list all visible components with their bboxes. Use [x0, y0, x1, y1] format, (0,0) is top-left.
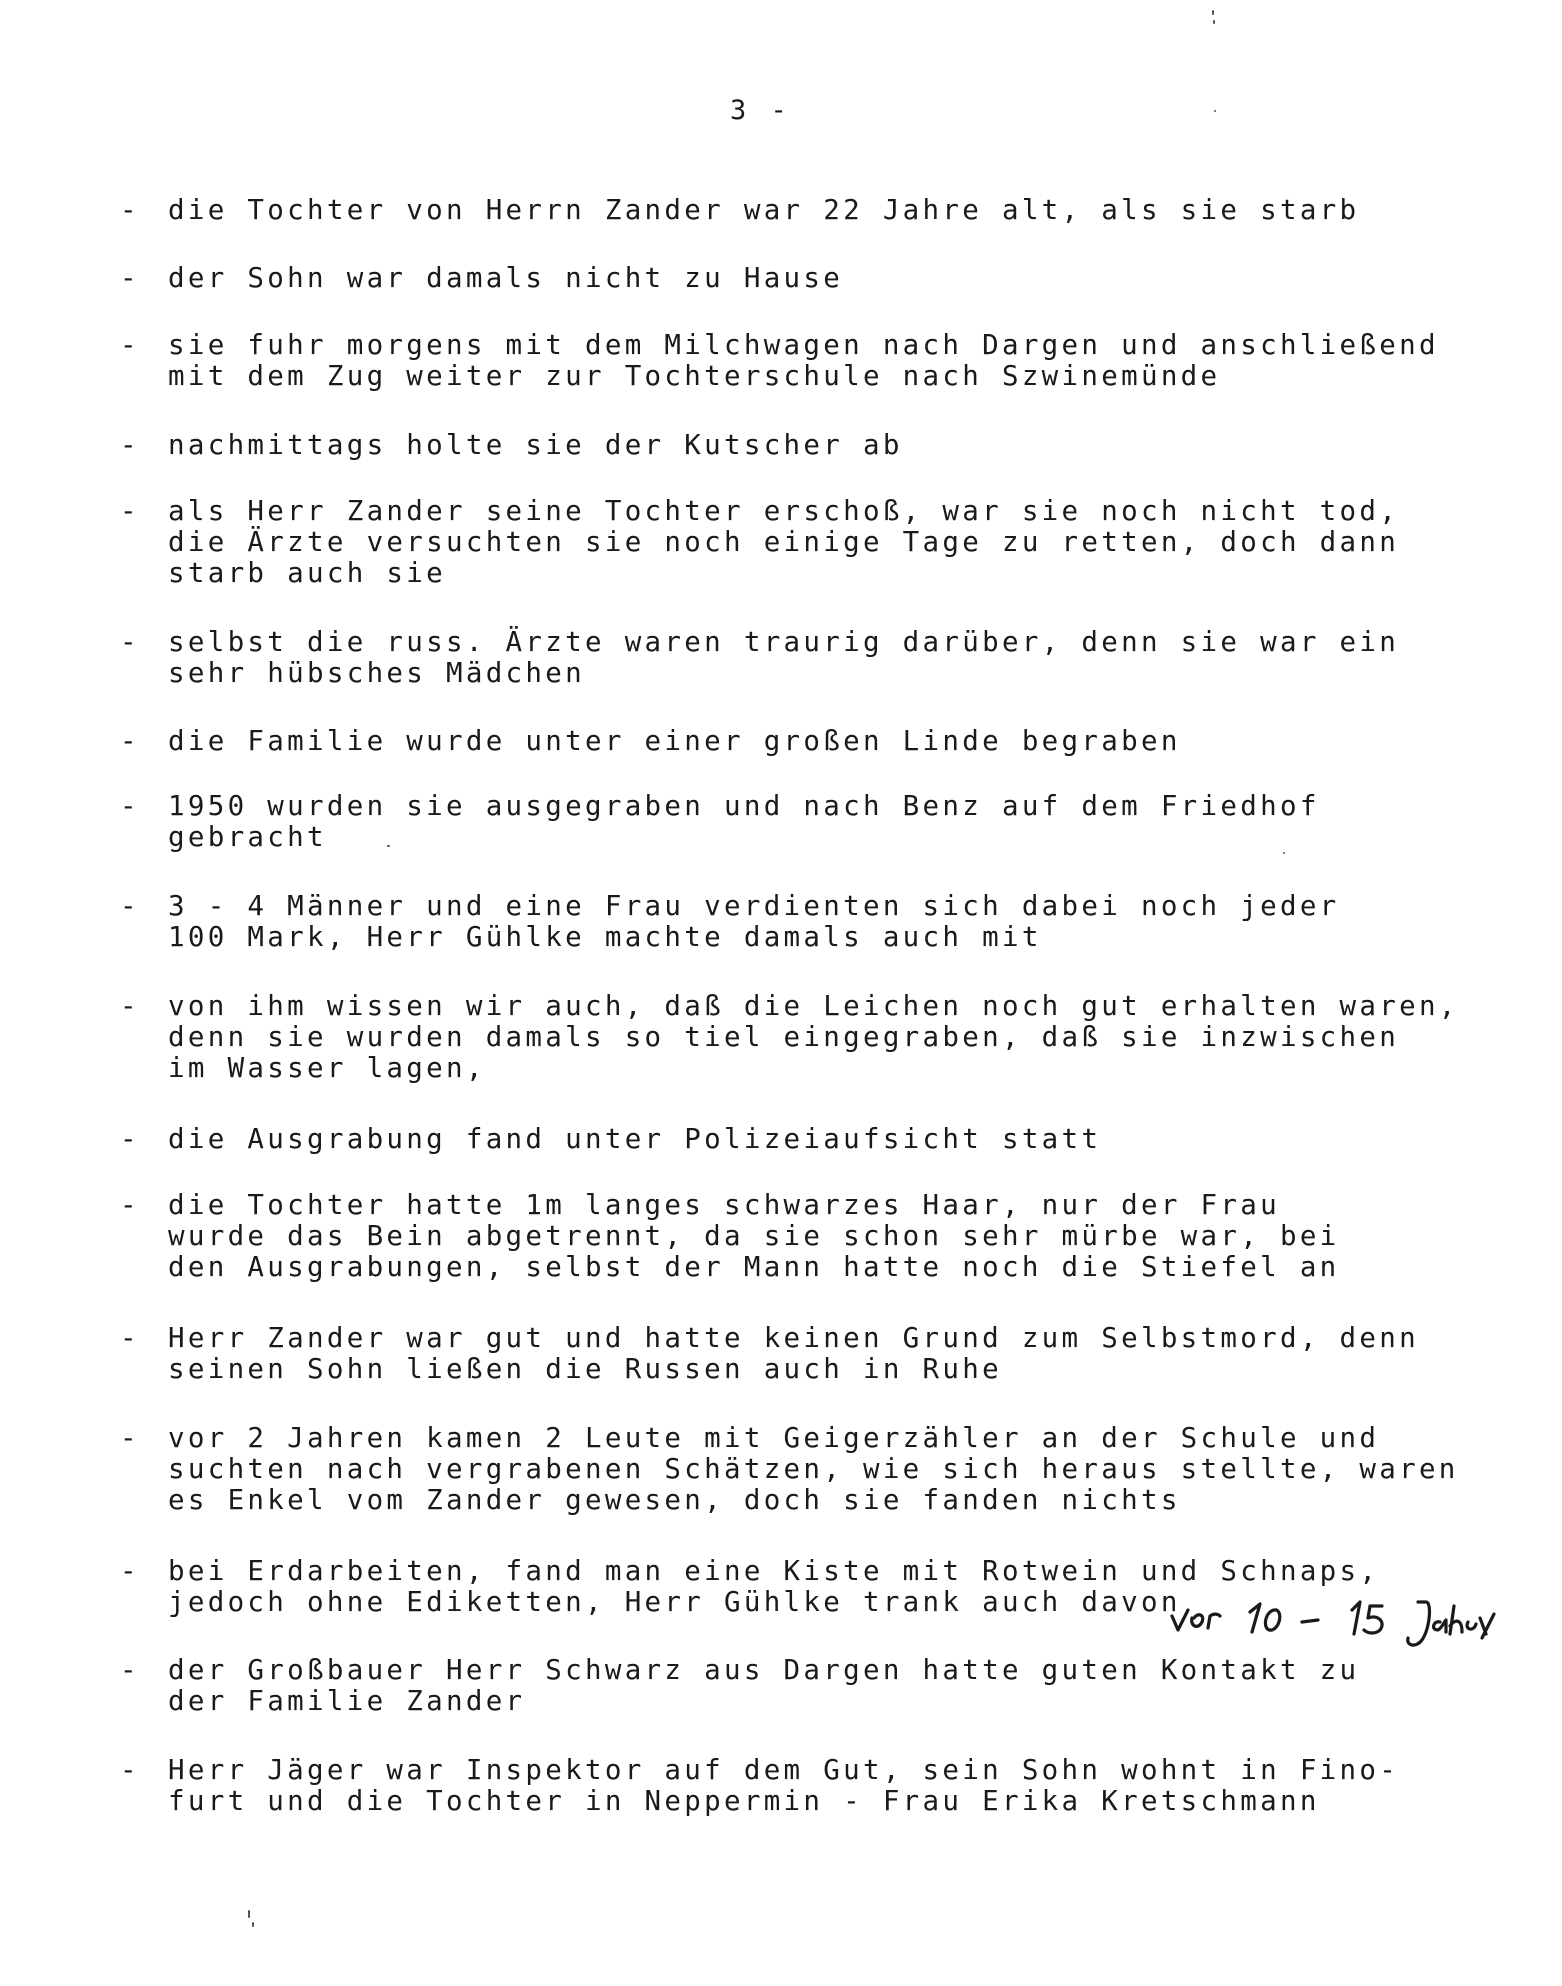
bullet-dash: -	[120, 262, 140, 294]
list-item-text: die Familie wurde unter einer großen Linde begraben	[168, 725, 1181, 757]
list-item-text: 1950 wurden sie ausgegraben und nach Benz auf dem Friedhof gebracht	[168, 790, 1320, 853]
bullet-dash: -	[120, 1123, 140, 1155]
scan-speck	[252, 1922, 254, 1927]
list-item-text: 3 - 4 Männer und eine Frau verdienten sich dabei noch jeder 100 Mark, Herr Gühlke machte damals auch mit	[168, 890, 1340, 953]
list-item-text: sie fuhr morgens mit dem Milchwagen nach Dargen und anschließend mit dem Zug weiter zur Tochterschule nach Szwinemünde	[168, 329, 1439, 392]
list-item-text: selbst die russ. Ärzte waren traurig darüber, denn sie war ein sehr hübsches Mädchen	[168, 626, 1400, 689]
bullet-dash: -	[120, 1754, 140, 1786]
scan-speck	[1213, 20, 1215, 24]
bullet-dash: -	[120, 495, 140, 527]
bullet-dash: -	[120, 626, 140, 658]
bullet-dash: -	[120, 429, 140, 461]
list-item-text: vor 2 Jahren kamen 2 Leute mit Geigerzähler an der Schule und suchten nach vergrabenen Schätzen, wie sich heraus stellte, waren es Enkel vom Zander gewesen, doch sie fanden nichts	[168, 1422, 1459, 1516]
bullet-dash: -	[120, 1555, 140, 1587]
handwritten-annotation	[1168, 1588, 1548, 1658]
list-item-text: Herr Zander war gut und hatte keinen Grund zum Selbstmord, denn seinen Sohn ließen die Russen auch in Ruhe	[168, 1322, 1419, 1385]
bullet-dash: -	[120, 790, 140, 822]
list-item-text: von ihm wissen wir auch, daß die Leichen noch gut erhalten waren, denn sie wurden damals so tiel eingegraben, daß sie inzwischen im Wasser lagen,	[168, 990, 1459, 1084]
scan-speck	[1283, 852, 1285, 854]
bullet-dash: -	[120, 1189, 140, 1221]
list-item-text: der Sohn war damals nicht zu Hause	[168, 262, 844, 294]
bullet-dash: -	[120, 1654, 140, 1686]
list-item-text: die Tochter von Herrn Zander war 22 Jahre alt, als sie starb	[168, 194, 1360, 226]
bullet-dash: -	[120, 725, 140, 757]
list-item-text: Herr Jäger war Inspektor auf dem Gut, sein Sohn wohnt in Fino- furt und die Tochter in Neppermin - Frau Erika Kretschmann	[168, 1754, 1400, 1817]
bullet-dash: -	[120, 1422, 140, 1454]
list-item-text: die Tochter hatte 1m langes schwarzes Haar, nur der Frau wurde das Bein abgetrennt, da sie schon sehr mürbe war, bei den Ausgrabungen, selbst der Mann hatte noch die Stiefel an	[168, 1189, 1340, 1283]
list-item-text: der Großbauer Herr Schwarz aus Dargen hatte guten Kontakt zu der Familie Zander	[168, 1654, 1360, 1717]
bullet-dash: -	[120, 890, 140, 922]
page-number: 3 -	[730, 95, 791, 126]
scan-speck	[1214, 110, 1216, 112]
list-item-text: die Ausgrabung fand unter Polizeiaufsicht statt	[168, 1123, 1102, 1155]
bullet-dash: -	[120, 194, 140, 226]
list-item-text: bei Erdarbeiten, fand man eine Kiste mit Rotwein und Schnaps, jedoch ohne Ediketten, Herr Gühlke trank auch davon	[168, 1555, 1380, 1618]
scan-speck	[387, 845, 390, 847]
bullet-dash: -	[120, 1322, 140, 1354]
scan-speck	[248, 1910, 250, 1918]
list-item-text: als Herr Zander seine Tochter erschoß, war sie noch nicht tod, die Ärzte versuchten sie noch einige Tage zu retten, doch dann starb auch sie	[168, 495, 1400, 589]
list-item-text: nachmittags holte sie der Kutscher ab	[168, 429, 903, 461]
scan-speck	[1212, 10, 1214, 15]
bullet-dash: -	[120, 990, 140, 1022]
bullet-dash: -	[120, 329, 140, 361]
